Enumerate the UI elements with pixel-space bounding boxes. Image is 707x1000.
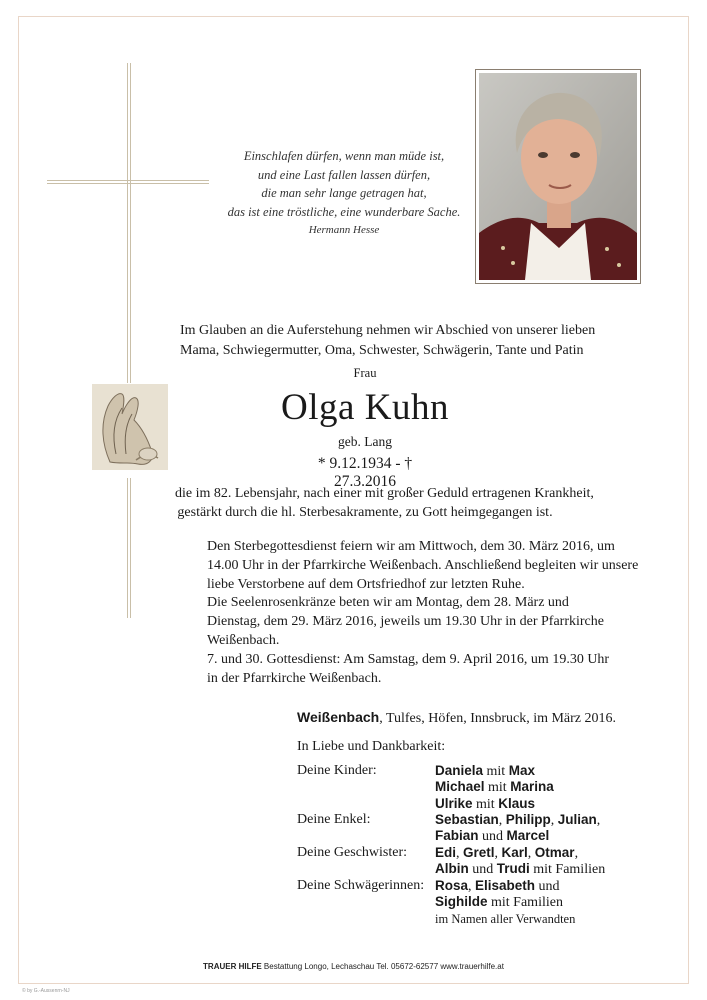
family-row [435, 878, 560, 895]
family-name: Michael [435, 779, 485, 794]
place-and-date [297, 709, 616, 727]
family-connector: mit [472, 797, 499, 812]
family-row [435, 779, 554, 796]
place-town: Weißenbach [297, 709, 380, 725]
family-name: Trudi [496, 861, 530, 876]
family-connector: mit Familien [529, 862, 606, 877]
family-connector: mit Familien [487, 895, 563, 910]
intro-text [180, 321, 596, 361]
family-connector: , [596, 813, 601, 828]
praying-hands-icon [92, 384, 168, 470]
intro-line: Im Glauben an die Auferstehung nehmen wir Abschied von unserer lieben [180, 323, 596, 338]
salutation: Frau [353, 366, 377, 380]
family-name: Marina [510, 779, 554, 794]
family-connector: , [527, 846, 535, 861]
print-code: © by G.-Aussenrn-NJ [22, 988, 70, 994]
portrait-photo [475, 69, 641, 284]
family-name: Rosa [435, 878, 469, 893]
cross-horizontal-bar [47, 180, 209, 184]
siblings-label: Deine Geschwister: [297, 845, 408, 860]
family-row [435, 796, 535, 813]
family-name: Karl [501, 845, 528, 860]
mass-paragraph [207, 650, 644, 688]
quote-author: Hermann Hesse [308, 224, 380, 236]
family-connector: , [498, 813, 506, 828]
family-row [435, 861, 605, 878]
family-connector: und [468, 862, 497, 877]
passing-line: gestärkt durch die hl. Sterbesakramente, zu Gott heimgegangen ist. [177, 505, 553, 520]
passing-text [175, 484, 594, 522]
funeral-service-paragraph [207, 537, 644, 594]
family-connector: und [478, 829, 507, 844]
family-name: Otmar [534, 845, 575, 860]
paragraph-line: Die Seelenrosenkränze beten wir am Montag, dem 28. März und [207, 595, 569, 610]
family-connector: , [574, 846, 579, 861]
relatives-note: im Namen aller Verwandten [435, 912, 576, 926]
family-row [435, 828, 549, 845]
life-dates: * 9.12.1934 - † 27.3.2016 [317, 455, 413, 490]
family-name: Julian [557, 812, 597, 827]
children-label: Deine Kinder: [297, 763, 377, 778]
paragraph-line: 14.00 Uhr in der Pfarrkirche Weißenbach. Anschließend begleiten wir unsere [207, 558, 639, 573]
family-name: Klaus [498, 796, 535, 811]
quote-line: und eine Last fallen lassen dürfen, [257, 167, 431, 182]
family-row [435, 845, 578, 862]
quote-line: das ist eine tröstliche, eine wunderbare Sache. [227, 204, 461, 219]
family-name: Elisabeth [475, 878, 536, 893]
family-connector: mit [484, 780, 511, 795]
family-connector: und [535, 879, 560, 894]
family-name: Marcel [506, 828, 550, 843]
grandchildren-label: Deine Enkel: [297, 812, 371, 827]
family-connector: , [494, 846, 502, 861]
footer [0, 962, 707, 971]
family-name: Gretl [463, 845, 495, 860]
quote-line: die man sehr lange getragen hat, [261, 186, 427, 200]
family-name: Ulrike [435, 796, 473, 811]
family-connector: , [468, 879, 476, 894]
family-row [435, 763, 535, 780]
memorial-quote [214, 147, 474, 240]
paragraph-line: 7. und 30. Gottesdienst: Am Samstag, dem 9. April 2016, um 19.30 Uhr [207, 652, 610, 667]
cross-vertical-bar [127, 63, 131, 618]
family-connector: mit [483, 764, 509, 779]
family-name: Max [508, 763, 535, 778]
deceased-name: Olga Kuhn [281, 387, 449, 428]
paragraph-line: Weißenbach. [207, 633, 280, 648]
gratitude-line: In Liebe und Dankbarkeit: [297, 739, 446, 754]
family-row [435, 812, 600, 829]
intro-line: Mama, Schwiegermutter, Oma, Schwester, Schwägerin, Tante und Patin [180, 343, 584, 358]
paragraph-line: in der Pfarrkirche Weißenbach. [207, 671, 382, 686]
footer-text: Bestattung Longo, Lechaschau Tel. 05672-62577 www.trauerhilfe.at [261, 962, 504, 971]
sisters-in-law-label: Deine Schwägerinnen: [297, 878, 425, 893]
family-name: Albin [435, 861, 469, 876]
family-name: Sebastian [435, 812, 499, 827]
family-connector: , [550, 813, 558, 828]
paragraph-line: liebe Verstorbene auf dem Ortsfriedhof zur letzten Ruhe. [207, 577, 525, 592]
paragraph-line: Dienstag, dem 29. März 2016, jeweils um 19.30 Uhr in der Pfarrkirche [207, 614, 604, 629]
rosary-paragraph [207, 593, 644, 650]
paragraph-line: Den Sterbegottesdienst feiern wir am Mittwoch, dem 30. März 2016, um [207, 539, 615, 554]
family-row [435, 894, 563, 911]
family-name: Fabian [435, 828, 479, 843]
quote-line: Einschlafen dürfen, wenn man müde ist, [243, 149, 445, 163]
footer-brand: TRAUER HILFE [203, 962, 262, 971]
birth-name: geb. Lang [338, 434, 392, 449]
passing-line: die im 82. Lebensjahr, nach einer mit großer Geduld ertragenen Krankheit, [175, 486, 594, 501]
family-connector: , [456, 846, 464, 861]
family-name: Edi [435, 845, 457, 860]
family-name: Philipp [505, 812, 551, 827]
family-name: Sighilde [435, 894, 488, 909]
family-name: Daniela [435, 763, 484, 778]
place-rest: , Tulfes, Höfen, Innsbruck, im März 2016. [379, 711, 617, 726]
